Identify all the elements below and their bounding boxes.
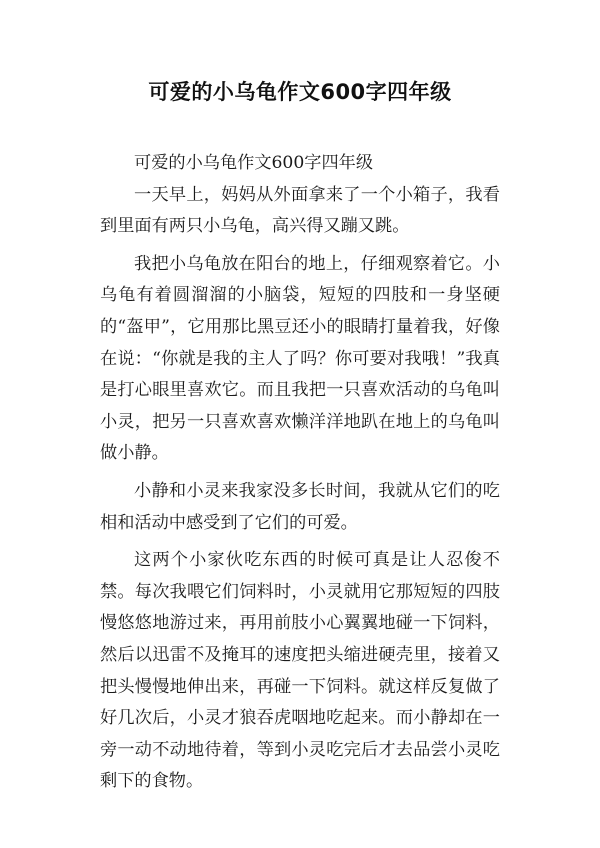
paragraph-2: 我把小乌龟放在阳台的地上，仔细观察着它。小乌龟有着圆溜溜的小脑袋，短短的四肢和一身坚硬的“盔甲”，它用那比黑豆还小的眼睛打量着我，好像在说：“你就是我的主人了吗？你可要对我哦！”我真是打心眼里喜欢它。而且我把一只喜欢活动的乌龟叫小灵，把另一只喜欢喜欢懒洋洋地趴在地上的乌龟叫做小静。 bbox=[100, 253, 500, 464]
paragraph-1: 一天早上，妈妈从外面拿来了一个小箱子，我看到里面有两只小乌龟，高兴得又蹦又跳。 bbox=[100, 184, 500, 237]
document-title: 可爱的小乌龟作文600字四年级 bbox=[148, 80, 452, 104]
document-subtitle: 可爱的小乌龟作文600字四年级 bbox=[134, 153, 374, 173]
paragraph-4: 这两个小家伙吃东西的时候可真是让人忍俊不禁。每次我喂它们饲料时，小灵就用它那短短的四肢慢悠悠地游过来，再用前肢小心翼翼地碰一下饲料，然后以迅雷不及掩耳的速度把头缩进硬壳里，接着又把头慢慢地伸出来，再碰一下饲料。就这样反复做了好几次后，小灵才狼吞虎咽地吃起来。而小静却在一旁一动不动地待着，等到小灵吃完后才去品尝小灵吃剩下的食物。 bbox=[100, 550, 500, 792]
document-body bbox=[100, 148, 500, 798]
paragraph-3: 小静和小灵来我家没多长时间，我就从它们的吃相和活动中感受到了它们的可爱。 bbox=[100, 480, 500, 533]
